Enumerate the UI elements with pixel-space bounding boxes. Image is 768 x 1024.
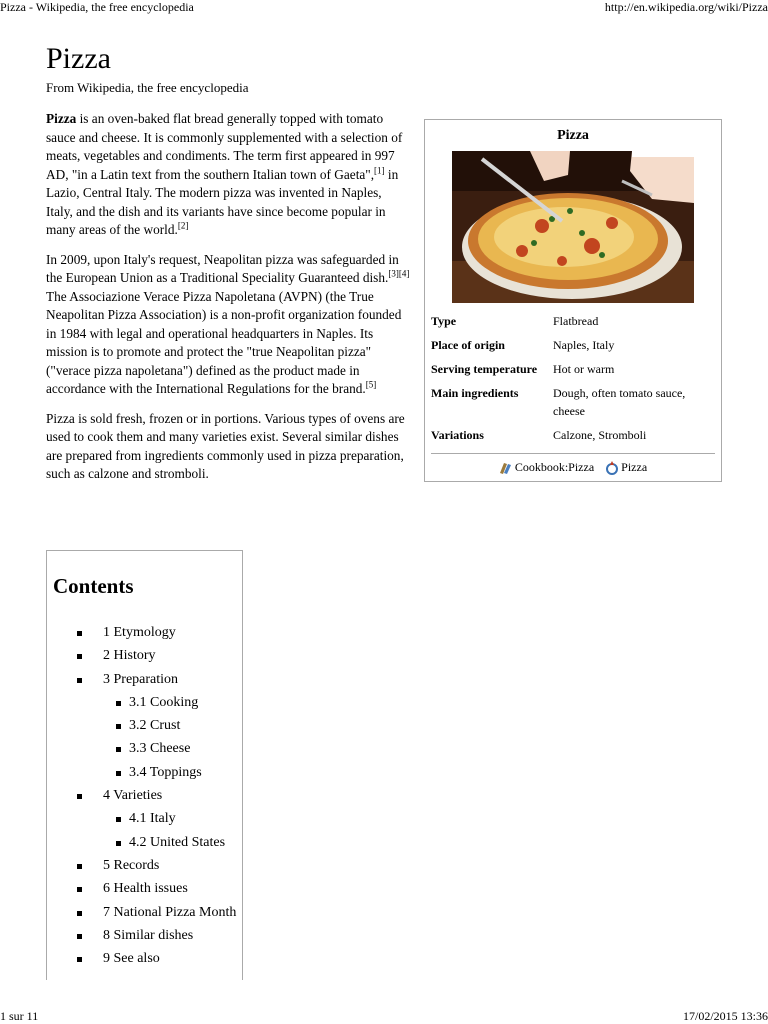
tagline: From Wikipedia, the free encyclopedia <box>46 80 249 95</box>
toc-item[interactable]: 6 Health issues <box>47 877 242 900</box>
infobox-table <box>431 309 715 447</box>
header-url: http://en.wikipedia.org/wiki/Pizza <box>604 0 768 14</box>
toc-subitem[interactable]: 4.2 United States <box>47 831 242 854</box>
infobox-value: Hot or warm <box>553 362 615 376</box>
citation-link[interactable]: [3][4] <box>388 268 410 279</box>
table-of-contents <box>46 550 243 980</box>
infobox-key: Place of origin <box>431 338 505 352</box>
citation-link[interactable]: [1] <box>374 165 385 176</box>
infobox-row-ingredients <box>431 381 715 423</box>
article-body <box>46 110 722 495</box>
toc-item[interactable]: 8 Similar dishes <box>47 924 242 947</box>
naples-link[interactable]: Naples, Italy <box>553 338 615 352</box>
infobox <box>424 119 722 482</box>
wikibooks-icon <box>499 461 513 475</box>
infobox-key: Serving temperature <box>431 362 538 376</box>
infobox-row-temperature <box>431 357 715 381</box>
text-run: is an oven-baked flat bread generally topped with tomato sauce and cheese. It is commonly supplemented with a selection of meats, vegetables and condiments. The term first appeared in 997 AD, "in a Latin text from the southern Italian town of Gaeta", <box>46 111 403 182</box>
toc-item[interactable]: 1 Etymology <box>47 621 242 644</box>
toc-subitem[interactable]: 3.2 Crust <box>47 714 242 737</box>
infobox-key: Type <box>431 314 457 328</box>
header-page-title: Pizza - Wikipedia, the free encyclopedia <box>0 0 194 14</box>
infobox-key: Variations <box>431 428 484 442</box>
toc-item[interactable]: 2 History <box>47 644 242 667</box>
infobox-value: Flatbread <box>553 314 599 328</box>
toc-item[interactable]: 3 Preparation <box>47 668 242 691</box>
citation-link[interactable]: [2] <box>177 220 189 231</box>
infobox-value: Dough, often tomato sauce, cheese <box>553 386 686 418</box>
infobox-links <box>431 453 715 475</box>
footer-page-number: 1 sur 11 <box>0 1009 39 1023</box>
commons-link[interactable] <box>605 460 647 474</box>
text-run: in Lazio, Central Italy. The modern pizza was invented in Naples, Italy, and the dish and its variants have since become popular in many areas of the world. <box>46 166 399 237</box>
print-header <box>0 0 768 14</box>
paragraph-varieties: Pizza is sold fresh, frozen or in portions. Various types of ovens are used to cook them and many varieties exist. Several similar dishes are prepared from ingredients commonly used in pizza preparation, such as calzone and stromboli. <box>46 410 405 481</box>
toc-title: Contents <box>53 574 134 598</box>
page-title: Pizza <box>46 42 111 75</box>
infobox-value: Calzone, Stromboli <box>553 428 647 442</box>
infobox-row-variations <box>431 423 715 447</box>
citation-link[interactable]: [5] <box>365 379 377 390</box>
pizza-image <box>452 151 694 303</box>
commons-icon <box>605 461 619 475</box>
infobox-row-type <box>431 309 715 333</box>
infobox-row-origin <box>431 333 715 357</box>
toc-subitem[interactable]: 3.4 Toppings <box>47 761 242 784</box>
text-run: In 2009, upon Italy's request, Neapolitan pizza was safeguarded in the European Union as a Traditional Speciality Guaranteed dish. <box>46 251 399 285</box>
cookbook-link[interactable] <box>499 460 597 474</box>
infobox-key: Main ingredients <box>431 386 519 400</box>
toc-item[interactable]: 7 National Pizza Month <box>47 901 242 924</box>
print-footer <box>0 1009 768 1023</box>
toc-item[interactable]: 5 Records <box>47 854 242 877</box>
toc-subitem[interactable]: 3.3 Cheese <box>47 737 242 760</box>
toc-subitem[interactable]: 4.1 Italy <box>47 807 242 830</box>
cookbook-link-label[interactable]: Cookbook:Pizza <box>514 460 595 474</box>
toc-item[interactable]: 4 Varieties <box>47 784 242 807</box>
commons-link-label[interactable]: Pizza <box>621 460 648 474</box>
text-run: The Associazione Verace Pizza Napoletana (AVPN) (the True Neapolitan Pizza Association) is a non-profit organization founded in 1984 with legal and operational headquarters in Naples. Its mission is to promote and protect the "true Neapolitan pizza" ("verace pizza napoletana") defined as the product made in accordance with the International Regulations for the brand. <box>46 288 402 396</box>
infobox-value[interactable] <box>553 333 715 357</box>
toc-subitem[interactable]: 3.1 Cooking <box>47 691 242 714</box>
toc-list <box>47 621 242 970</box>
toc-item[interactable]: 9 See also <box>47 947 242 970</box>
footer-datetime: 17/02/2015 13:36 <box>682 1009 768 1023</box>
bold-term: Pizza <box>46 111 77 126</box>
infobox-title: Pizza <box>557 128 589 143</box>
